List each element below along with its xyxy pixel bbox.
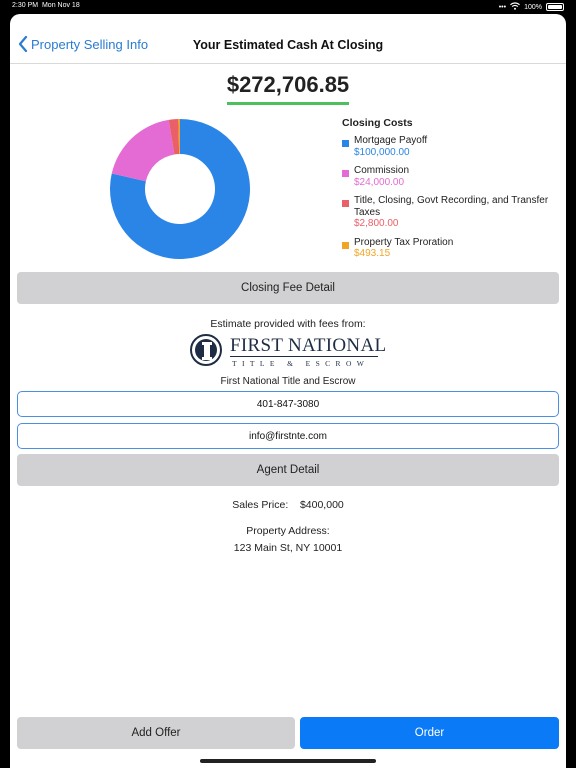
home-indicator [200,759,376,763]
status-time [12,2,80,9]
legend-item-title-taxes [342,195,552,230]
legend-value: $24,000.00 [354,176,405,188]
dots-icon: ••• [498,3,507,11]
status-right [499,2,564,12]
legend-label: Commission [354,165,410,176]
status-bar [0,0,576,14]
legend-label: Mortgage Payoff [354,135,428,146]
sales-price-value: $400,000 [299,499,344,511]
sales-price-label: Sales Price: [232,499,289,511]
estimate-provider-text: Estimate provided with fees from: [210,318,366,330]
company-logo [190,332,387,370]
status-time-text: 2:30 PM [12,2,39,9]
property-address-value: 123 Main St, NY 10001 [233,542,343,554]
estimated-cash-value: $272,706.85 [227,72,349,105]
estimated-cash [10,72,566,105]
legend-label: Property Tax Proration [354,236,454,248]
battery-icon [546,3,564,11]
company-name: First National Title and Escrow [220,376,356,387]
logo-subtitle: TITLE & ESCROW [232,359,370,368]
legend-value: $2,800.00 [354,218,399,229]
logo-emblem [190,334,222,366]
logo-name: FIRST NATIONAL [230,335,387,356]
legend-swatch [342,200,349,207]
legend-swatch [342,140,349,147]
battery-percent: 100% [524,3,542,11]
page-title: Your Estimated Cash At Closing [192,38,384,52]
legend-item-mortgage [342,135,552,158]
chart-legend [342,117,552,267]
sales-price [10,499,566,511]
email-field[interactable]: info@firstnte.com [17,423,559,449]
legend-swatch [342,170,349,177]
add-offer-button[interactable]: Add Offer [17,717,295,749]
property-address-label: Property Address: [246,525,330,537]
wifi-icon [510,2,520,12]
legend-value: $493.15 [354,248,391,259]
donut-slice-1 [112,120,175,181]
status-date-text: Mon Nov 18 [41,2,80,9]
order-button[interactable]: Order [300,717,559,749]
main-sheet [10,14,566,768]
legend-title: Closing Costs [342,117,413,129]
phone-field[interactable]: 401-847-3080 [17,391,559,417]
closing-fee-detail-button[interactable]: Closing Fee Detail [17,272,559,304]
legend-item-property-tax [342,237,552,260]
legend-label: Title, Closing, Govt Recording, and Transfer Taxes [354,195,549,218]
agent-detail-button[interactable]: Agent Detail [17,454,559,486]
closing-costs-donut-chart [109,118,251,260]
legend-value: $100,000.00 [354,146,410,158]
navigation-bar [10,14,566,64]
legend-swatch [342,242,349,249]
back-label: Property Selling Info [31,36,149,52]
legend-item-commission [342,165,552,188]
